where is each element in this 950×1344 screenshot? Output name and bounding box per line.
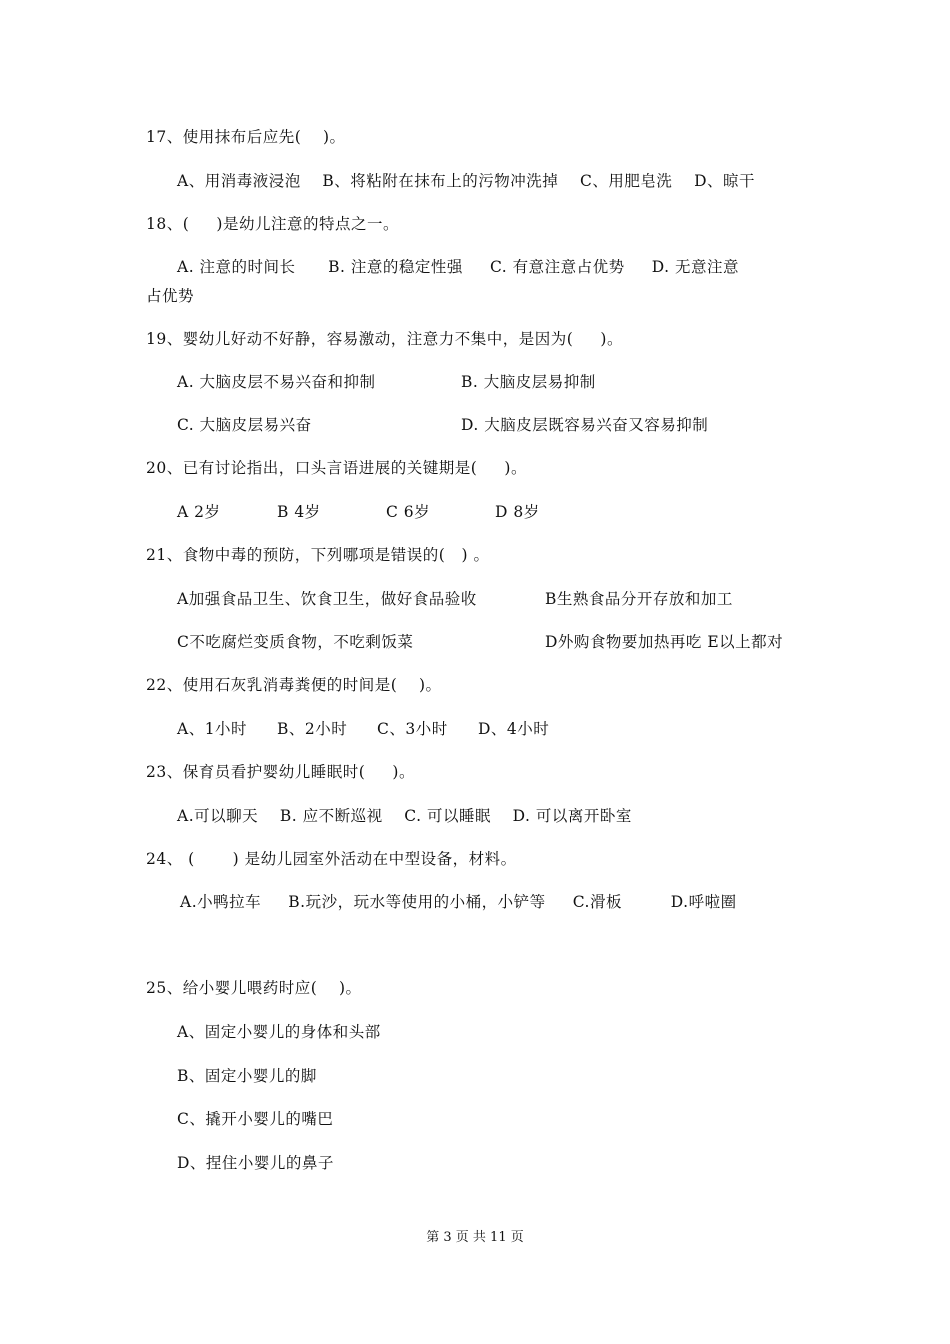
- question-20-stem: 20、已有讨论指出，口头言语进展的关键期是( )。: [146, 459, 527, 477]
- question-22-stem: 22、使用石灰乳消毒粪便的时间是( )。: [146, 676, 442, 694]
- question-19-stem: 19、婴幼儿好动不好静，容易激动，注意力不集中，是因为( )。: [146, 330, 623, 348]
- question-20-option-c: C 6岁: [386, 503, 431, 521]
- question-18-stem: 18、( )是幼儿注意的特点之一。: [146, 215, 399, 233]
- question-22-option-a: A、1小时: [177, 720, 248, 738]
- question-19-option-a: A. 大脑皮层不易兴奋和抑制: [177, 373, 376, 391]
- question-25-stem: 25、给小婴儿喂药时应( )。: [146, 979, 362, 997]
- question-21-option-d: D外购食物要加热再吃 E以上都对: [545, 633, 784, 651]
- question-19-option-d: D. 大脑皮层既容易兴奋又容易抑制: [461, 416, 709, 434]
- question-24-stem: 24、 ( ) 是幼儿园室外活动在中型设备，材料。: [146, 850, 517, 868]
- question-20-option-a: A 2岁: [177, 503, 221, 521]
- question-19-option-c: C. 大脑皮层易兴奋: [177, 416, 312, 434]
- question-25-option-a: A、固定小婴儿的身体和头部: [177, 1023, 381, 1041]
- question-17-options: A、用消毒液浸泡 B、将粘附在抹布上的污物冲洗掉 C、用肥皂洗 D、晾干: [177, 172, 755, 190]
- question-22-option-b: B、2小时: [277, 720, 348, 738]
- question-23-stem: 23、保育员看护婴幼儿睡眠时( )。: [146, 763, 415, 781]
- question-21-option-a: A加强食品卫生、饮食卫生，做好食品验收: [177, 590, 477, 608]
- question-22-option-d: D、4小时: [478, 720, 550, 738]
- question-18-options: A. 注意的时间长 B. 注意的稳定性强 C. 有意注意占优势 D. 无意注意: [177, 258, 740, 276]
- question-21-option-b: B生熟食品分开存放和加工: [545, 590, 733, 608]
- question-25-option-b: B、固定小婴儿的脚: [177, 1067, 317, 1085]
- question-18-options-wrap: 占优势: [146, 287, 195, 305]
- question-22-option-c: C、3小时: [377, 720, 448, 738]
- question-24-options: A.小鸭拉车 B.玩沙，玩水等使用的小桶，小铲等 C.滑板 D.呼啦圈: [180, 893, 737, 911]
- question-17-stem: 17、使用抹布后应先( )。: [146, 128, 346, 146]
- page-footer: 第 3 页 共 11 页: [426, 1230, 524, 1245]
- question-20-option-b: B 4岁: [277, 503, 321, 521]
- question-21-stem: 21、食物中毒的预防，下列哪项是错误的( ) 。: [146, 546, 490, 564]
- question-23-options: A.可以聊天 B. 应不断巡视 C. 可以睡眠 D. 可以离开卧室: [177, 807, 632, 825]
- question-25-option-c: C、撬开小婴儿的嘴巴: [177, 1110, 334, 1128]
- question-21-option-c: C不吃腐烂变质食物，不吃剩饭菜: [177, 633, 414, 651]
- question-20-option-d: D 8岁: [495, 503, 540, 521]
- question-25-option-d: D、捏住小婴儿的鼻子: [177, 1154, 334, 1172]
- question-19-option-b: B. 大脑皮层易抑制: [461, 373, 596, 391]
